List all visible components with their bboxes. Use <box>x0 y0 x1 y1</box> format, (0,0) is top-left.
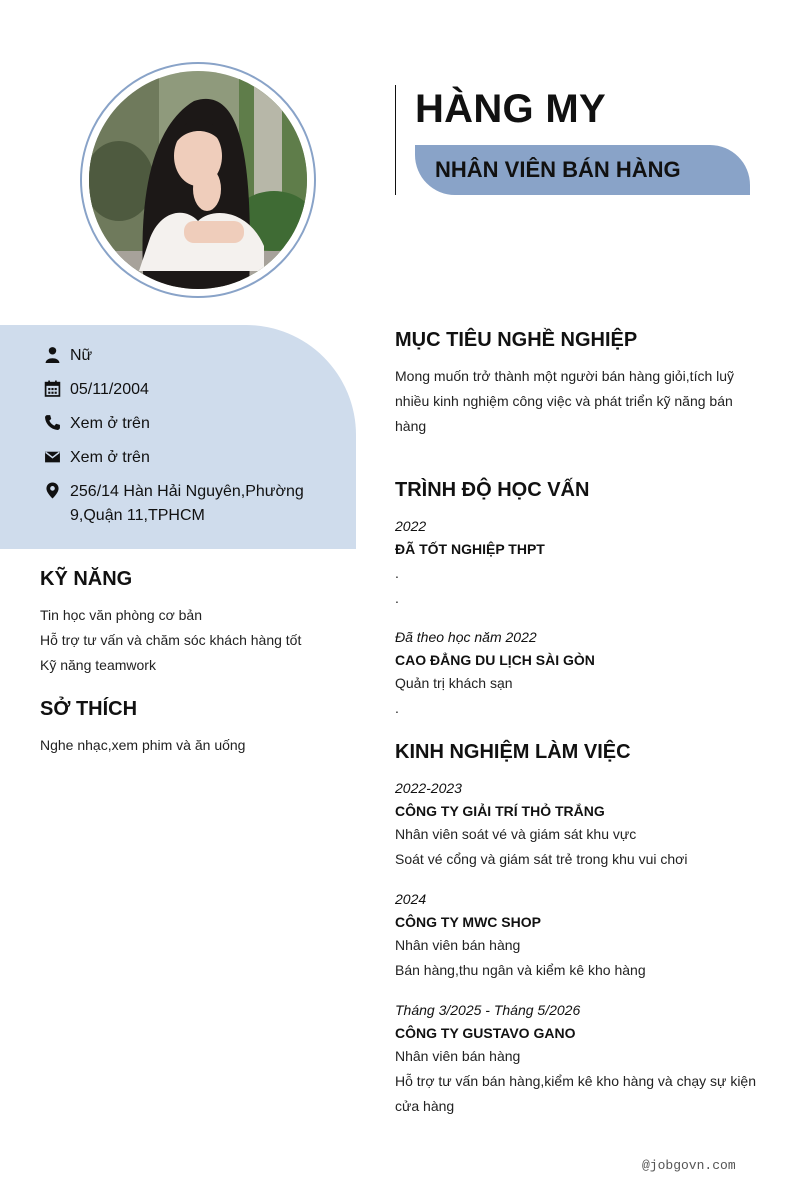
experience-date: 2024 <box>395 891 427 907</box>
education-date: Đã theo học năm 2022 <box>395 629 537 645</box>
phone-value: Xem ở trên <box>70 415 150 432</box>
experience-date: Tháng 3/2025 - Tháng 5/2026 <box>395 1002 581 1018</box>
skill-item: Hỗ trợ tư vấn và chăm sóc khách hàng tốt <box>40 632 302 648</box>
contact-birthday <box>44 378 149 402</box>
birthday-value: 05/11/2004 <box>70 381 149 398</box>
candidate-name: HÀNG MY <box>415 87 606 131</box>
experience-date: 2022-2023 <box>395 780 462 796</box>
location-pin-icon <box>44 482 61 499</box>
contact-address <box>44 480 314 528</box>
experience-details: Nhân viên bán hàng Hỗ trợ tư vấn bán hàng,kiểm kê kho hàng và chạy sự kiện cửa hàng <box>395 1048 757 1114</box>
experience-company: CÔNG TY GIẢI TRÍ THỎ TRẮNG <box>395 803 605 819</box>
gender-value: Nữ <box>70 347 93 364</box>
job-title-banner <box>415 145 750 195</box>
experience-heading: KINH NGHIỆM LÀM VIỆC <box>395 741 631 763</box>
skill-item: Kỹ năng teamwork <box>40 657 156 673</box>
skills-list <box>40 603 301 678</box>
job-title: NHÂN VIÊN BÁN HÀNG <box>435 157 681 182</box>
experience-details: Nhân viên bán hàng Bán hàng,thu ngân và kiểm kê kho hàng <box>395 937 646 978</box>
objective-text: Mong muốn trở thành một người bán hàng giỏi,tích luỹ nhiều kinh nghiệm công việc và phát triển kỹ năng bán hàng <box>395 368 735 434</box>
education-school: CAO ĐẲNG DU LỊCH SÀI GÒN <box>395 652 595 668</box>
education-heading: TRÌNH ĐỘ HỌC VẤN <box>395 479 590 501</box>
education-school: ĐÃ TỐT NGHIỆP THPT <box>395 541 545 557</box>
email-value: Xem ở trên <box>70 449 150 466</box>
experience-details: Nhân viên soát vé và giám sát khu vực Soát vé cổng và giám sát trẻ trong khu vui chơi <box>395 826 688 867</box>
watermark: @jobgovn.com <box>642 1158 736 1173</box>
education-details: . . <box>395 565 399 606</box>
header-divider <box>395 85 396 195</box>
contact-gender <box>44 344 92 368</box>
contact-email <box>44 446 150 470</box>
mail-icon <box>44 448 61 465</box>
skills-heading: KỸ NĂNG <box>40 568 133 590</box>
contact-phone <box>44 412 150 436</box>
person-icon <box>44 346 61 363</box>
education-date: 2022 <box>395 518 427 534</box>
phone-icon <box>44 414 61 431</box>
hobbies-heading: SỞ THÍCH <box>40 698 138 720</box>
experience-company: CÔNG TY MWC SHOP <box>395 914 541 930</box>
address-value: 256/14 Hàn Hải Nguyên,Phường 9,Quận 11,TPHCM <box>70 483 304 524</box>
education-details: Quản trị khách sạn . <box>395 675 513 716</box>
hobbies-text: Nghe nhạc,xem phim và ăn uống <box>40 737 246 753</box>
objective-heading: MỤC TIÊU NGHỀ NGHIỆP <box>395 329 638 351</box>
experience-company: CÔNG TY GUSTAVO GANO <box>395 1025 576 1041</box>
calendar-icon <box>44 380 61 397</box>
skill-item: Tin học văn phòng cơ bản <box>40 607 202 623</box>
profile-photo <box>89 71 307 289</box>
